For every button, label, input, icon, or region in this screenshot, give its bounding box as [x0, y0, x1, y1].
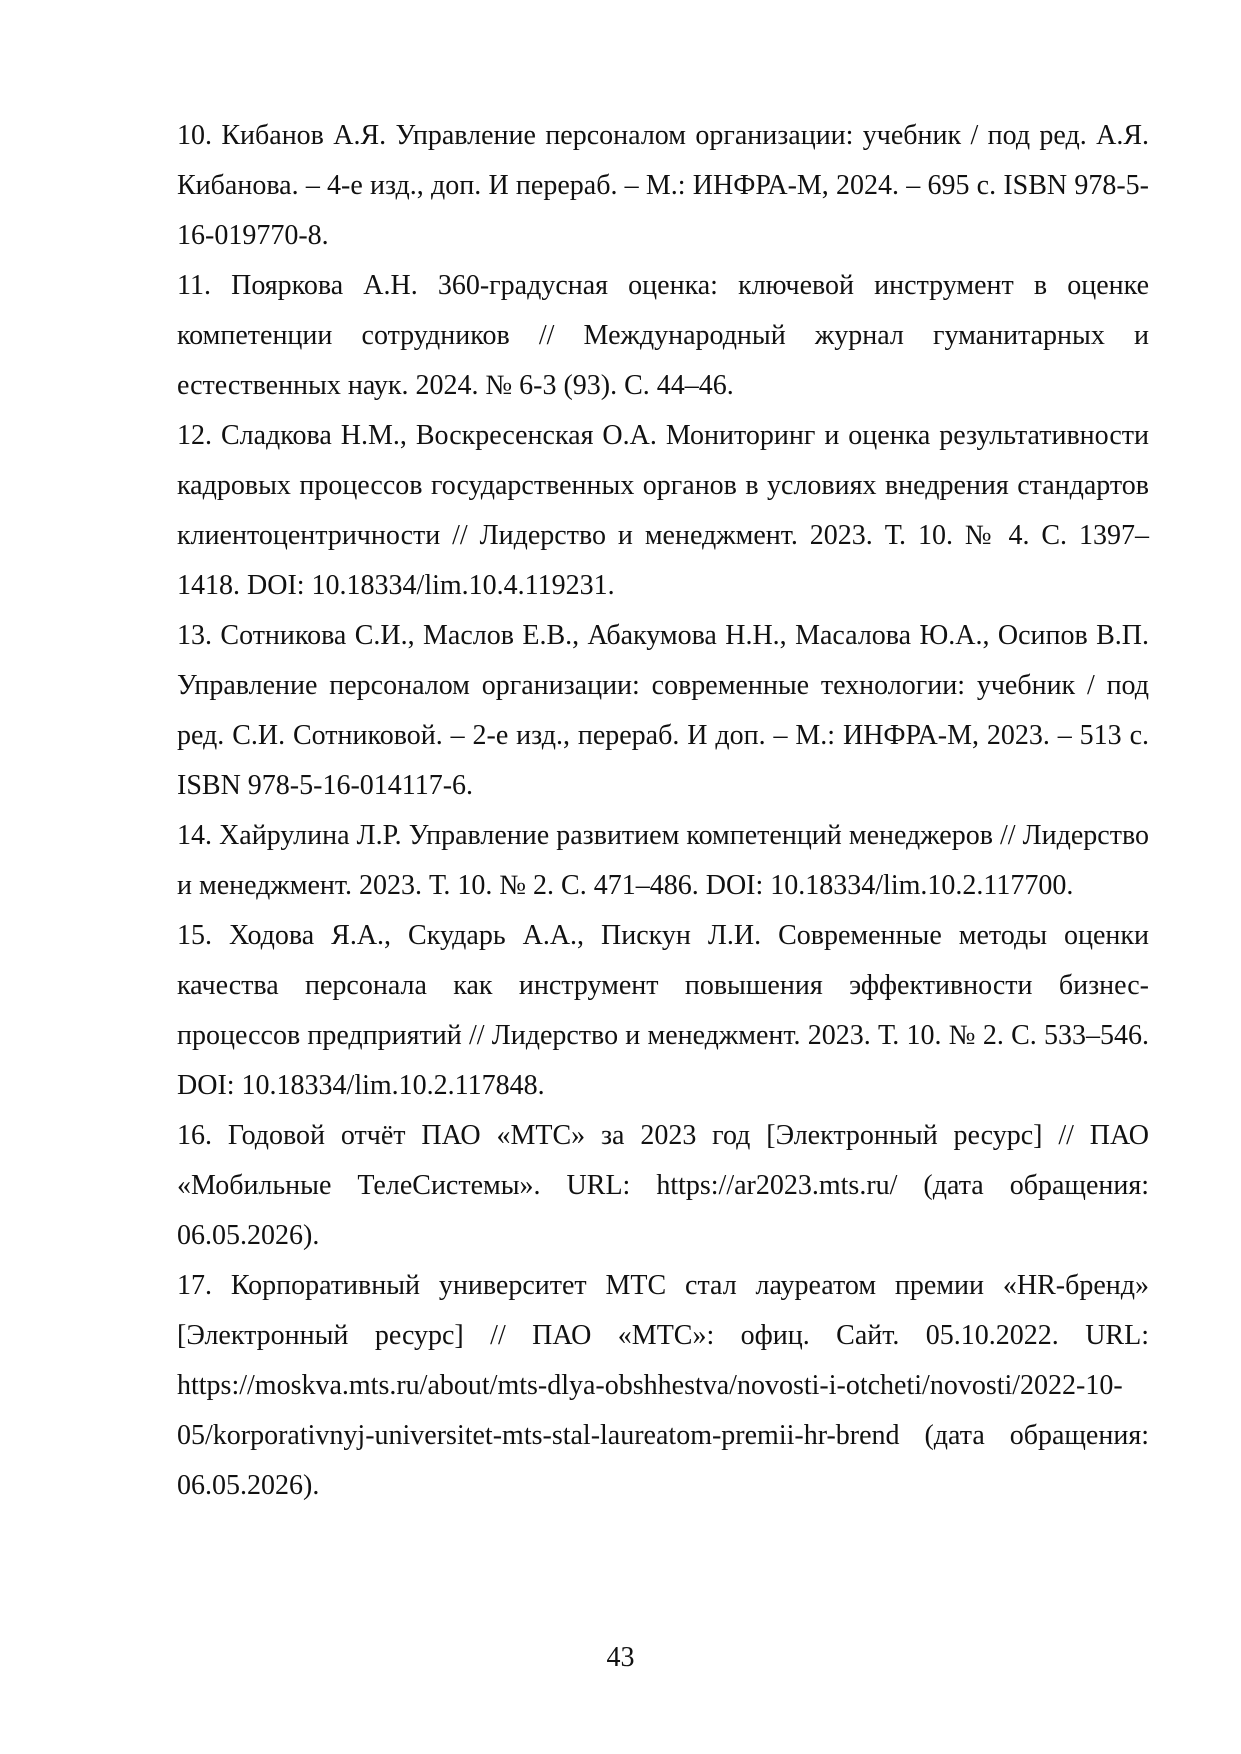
- reference-item-13: 13. Сотникова С.И., Маслов Е.В., Абакумова Н.Н., Масалова Ю.А., Осипов В.П. Управление персоналом организации: современные технологии: учебник / под ред. С.И. Сотниковой. – 2-е изд., перераб. И доп. – М.: ИНФРА-М, 2023. – 513 с. ISBN 978-5-16-014117-6.: [177, 620, 1149, 801]
- reference-item-15: 15. Ходова Я.А., Скударь А.А., Пискун Л.И. Современные методы оценки качества персонала как инструмент повышения эффективности бизнес-процессов предприятий // Лидерство и менеджмент. 2023. Т. 10. № 2. С. 533–546. DOI: 10.18334/lim.10.2.117848.: [177, 920, 1149, 1101]
- reference-item-10: 10. Кибанов А.Я. Управление персоналом организации: учебник / под ред. А.Я. Кибанова. – 4-е изд., доп. И перераб. – М.: ИНФРА-М, 2024. – 695 с. ISBN 978-5-16-019770-8.: [177, 120, 1149, 251]
- reference-item-11: 11. Пояркова А.Н. 360-градусная оценка: ключевой инструмент в оценке компетенции сотрудников // Международный журнал гуманитарных и естественных наук. 2024. № 6-3 (93). С. 44–46.: [177, 270, 1149, 401]
- page-number: 43: [606, 1642, 635, 1673]
- reference-list: [177, 111, 1149, 1511]
- reference-item-14: 14. Хайрулина Л.Р. Управление развитием компетенций менеджеров // Лидерство и менеджмент. 2023. Т. 10. № 2. С. 471–486. DOI: 10.18334/lim.10.2.117700.: [177, 820, 1149, 901]
- reference-item-17: 17. Корпоративный университет МТС стал лауреатом премии «HR-бренд» [Электронный ресурс] // ПАО «МТС»: офиц. Сайт. 05.10.2022. URL: https://moskva.mts.ru/about/mts-dlya-obshhestva/novosti-i-otcheti/novosti/2022-10-05/korporativnyj-universitet-mts-stal-laureatom-premii-hr-brend (дата обращения: 06.05.2026).: [177, 1270, 1149, 1501]
- reference-item-16: 16. Годовой отчёт ПАО «МТС» за 2023 год [Электронный ресурс] // ПАО «Мобильные ТелеСистемы». URL: https://ar2023.mts.ru/ (дата обращения: 06.05.2026).: [177, 1120, 1149, 1251]
- reference-item-12: 12. Сладкова Н.М., Воскресенская О.А. Мониторинг и оценка результативности кадровых процессов государственных органов в условиях внедрения стандартов клиентоцентричности // Лидерство и менеджмент. 2023. Т. 10. № 4. С. 1397–1418. DOI: 10.18334/lim.10.4.119231.: [177, 420, 1149, 601]
